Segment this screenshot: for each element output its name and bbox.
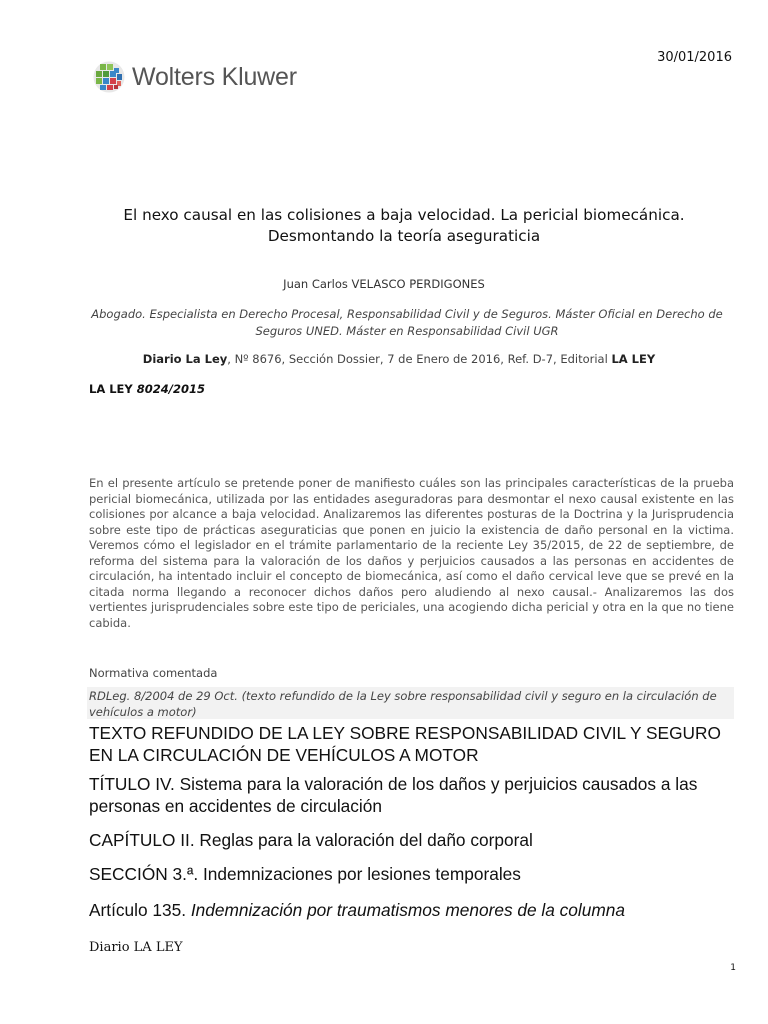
wolters-kluwer-logo-icon [92,60,126,94]
article-title-line2: Desmontando la teoría aseguraticia [267,227,541,245]
chapter-heading: CAPÍTULO II. Reglas para la valoración del daño corporal [89,830,533,850]
reference-number: 8024/2015 [136,382,205,396]
author-name: Juan Carlos VELASCO PERDIGONES [283,277,485,291]
title-heading: TÍTULO IV. Sistema para la valoración de los daños y perjuicios causados a las personas en accidentes de circulación [89,774,698,816]
article-title [80,205,728,247]
law-heading: TEXTO REFUNDIDO DE LA LEY SOBRE RESPONSABILIDAD CIVIL Y SEGURO EN LA CIRCULACIÓN DE VEHÍCULOS A MOTOR [89,723,721,765]
reference-code [89,382,205,396]
abstract: En el presente artículo se pretende poner de manifiesto cuáles son las principales características de la prueba pericial biomecánica, utilizada por las entidades aseguradoras para desmontar el nexo causal existente en las colisiones por alcance a baja velocidad. Analizaremos las diferentes posturas de la Doctrina y la Jurisprudencia sobre este tipo de prácticas aseguraticias que ponen en juicio la existencia de daño personal en la victima. Veremos cómo el legislador en el trámite parlamentario de la reciente Ley 35/2015, de 22 de septiembre, de reforma del sistema para la valoración de los daños y perjuicios causados a las personas en accidentes de circulación, ha intentado incluir el concepto de biomecánica, así como el daño cervical leve que se prevé en la citada norma llegando a reconocer dichos daños pero aludiendo al nexo causal.- Analizaremos las dos vertientes jurisprudenciales sobre este tipo de periciales, una acogiendo dicha pericial y otra en la que no tiene cabida. [89,476,734,630]
brand-name: Wolters Kluwer [132,62,297,91]
article-heading [89,900,738,921]
page-number: 1 [730,963,736,973]
citation [60,352,738,366]
article-title-line1: El nexo causal en las colisiones a baja velocidad. La pericial biomecánica. [123,206,685,224]
document-date: 30/01/2016 [657,50,732,65]
normativa-link[interactable]: RDLeg. 8/2004 de 29 Oct. (texto refundido de la Ley sobre responsabilidad civil y seguro en la circulación de vehículos a motor) [89,689,717,719]
footer-source: Diario LA LEY [89,940,183,955]
reference-prefix: LA LEY [89,382,137,396]
article-heading-number: Artículo 135. [89,900,191,920]
normativa-label: Normativa comentada [89,666,218,680]
citation-details: , Nº 8676, Sección Dossier, 7 de Enero de 2016, Ref. D-7, Editorial [227,352,612,366]
citation-publisher: LA LEY [611,352,656,366]
author-description: Abogado. Especialista en Derecho Procesal, Responsabilidad Civil y de Seguros. Máster Oficial en Derecho de Seguros UNED. Máster en Responsabilidad Civil UGR [91,307,723,338]
article-heading-title: Indemnización por traumatismos menores de la columna [190,900,625,920]
citation-journal: Diario La Ley [142,352,228,366]
publisher-logo [92,60,297,94]
section-heading: SECCIÓN 3.ª. Indemnizaciones por lesiones temporales [89,864,521,884]
